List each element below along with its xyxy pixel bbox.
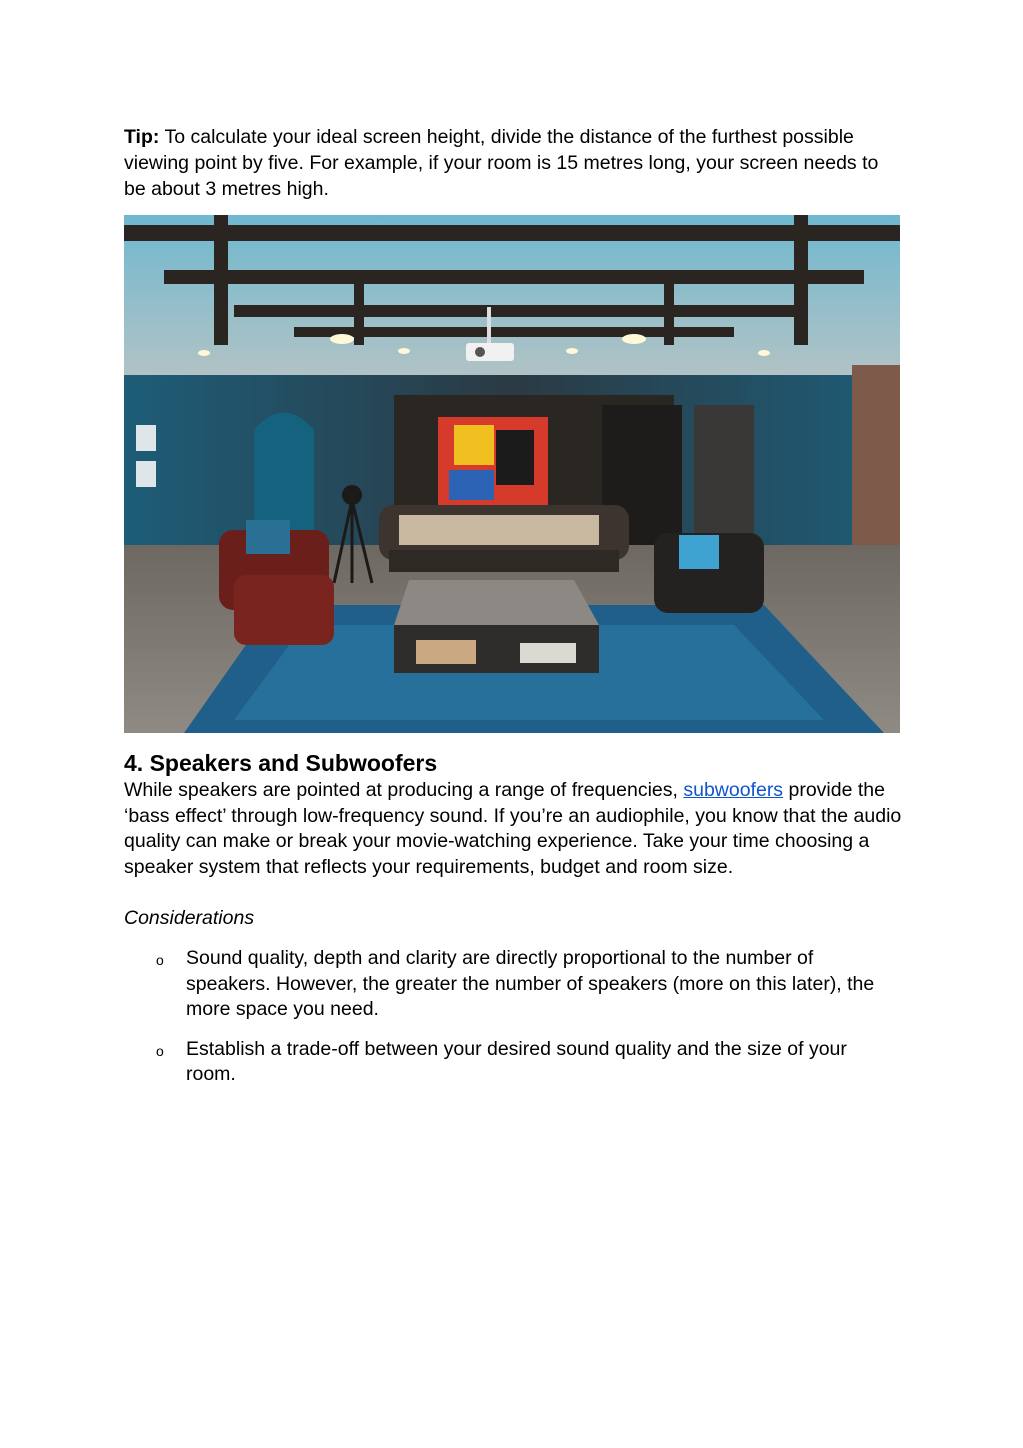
- paragraph-text-start: While speakers are pointed at producing a range of frequencies,: [124, 779, 684, 801]
- coffee-table: [394, 580, 599, 673]
- tip-text: To calculate your ideal screen height, divide the distance of the furthest possible viewing point by five. For example, if your room is 15 metres long, your screen needs to be about 3 metres high.: [124, 126, 879, 200]
- list-item: [150, 946, 890, 1023]
- section-heading: 4. Speakers and Subwoofers: [124, 750, 438, 776]
- considerations-list: [150, 946, 890, 1102]
- subwoofers-link[interactable]: subwoofers: [683, 779, 784, 801]
- home-theater-photo: [124, 215, 900, 733]
- list-item-text: Sound quality, depth and clarity are directly proportional to the number of speakers. However, the greater the number of speakers (more on this later), the more space you need.: [186, 947, 875, 1020]
- list-item-text: Establish a trade-off between your desired sound quality and the size of your room.: [186, 1037, 847, 1085]
- tip-label: Tip:: [124, 126, 160, 148]
- wall-artwork: [438, 417, 548, 505]
- bullet-icon: o: [156, 1042, 164, 1059]
- red-armchair: [219, 520, 334, 645]
- section-paragraph: [124, 778, 904, 880]
- paragraph-text-end: provide the ‘bass effect’ through low-frequency sound. If you’re an audiophile, you know that the audio quality can make or break your movie-watching experience. Take your time choosing a speaker system that reflects your requirements, budget and room size.: [124, 779, 902, 878]
- list-item: [150, 1037, 890, 1088]
- tip-paragraph: [124, 124, 904, 202]
- bullet-icon: o: [156, 952, 164, 968]
- dark-armchair: [654, 533, 764, 613]
- considerations-label: Considerations: [124, 907, 255, 929]
- sofa: [379, 505, 629, 572]
